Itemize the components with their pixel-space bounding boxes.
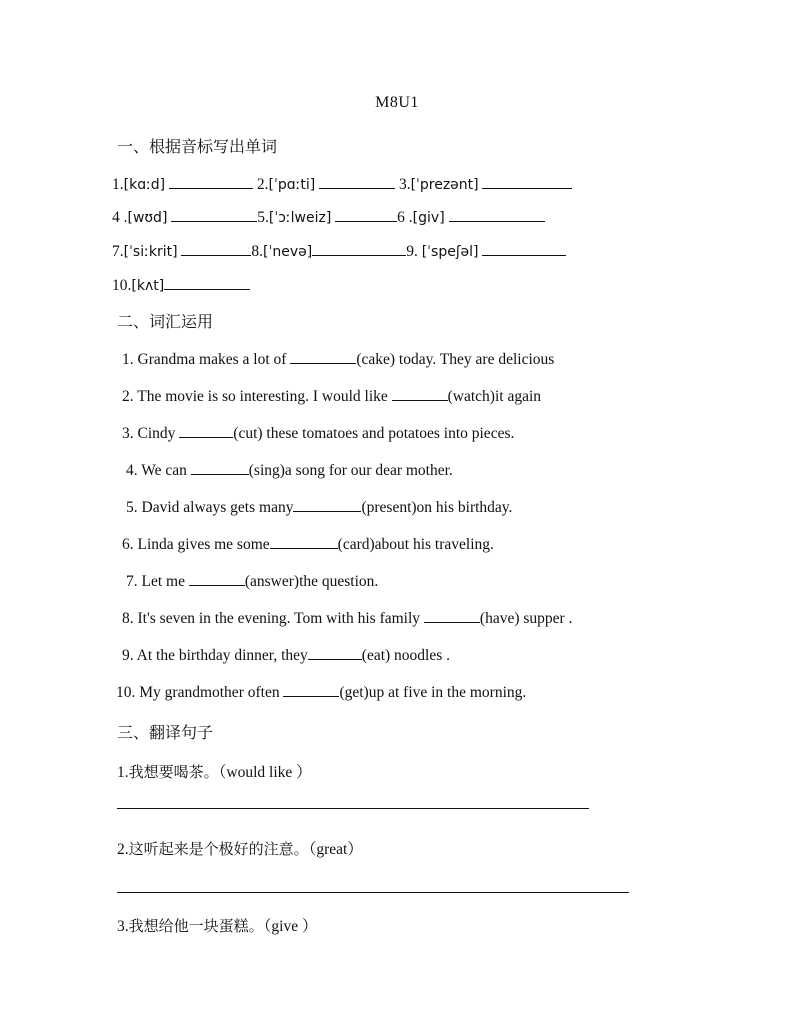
vocab-item-3 (122, 423, 514, 443)
answer-blank[interactable] (319, 174, 395, 189)
answer-blank[interactable] (181, 241, 251, 256)
phonetic-symbol: [kɑːd] (123, 177, 166, 193)
phonetic-symbol: [ˈsiːkrit] (123, 244, 178, 260)
phonetic-symbol: [giv] (412, 210, 445, 226)
answer-blank[interactable] (171, 207, 257, 222)
answer-blank[interactable] (482, 241, 566, 256)
vocab-text: 7. Let me (126, 573, 189, 590)
answer-blank[interactable] (293, 497, 361, 512)
vocab-hint-word: (present) (361, 499, 417, 516)
translation-item-1 (117, 760, 312, 782)
vocab-item-4 (126, 460, 453, 480)
vocab-text: noodles . (390, 647, 451, 664)
phonetic-symbol: [ˈpɑːti] (268, 177, 316, 193)
answer-blank[interactable] (164, 275, 250, 290)
vocab-text: 1. Grandma makes a lot of (122, 351, 291, 368)
answer-blank[interactable] (392, 386, 448, 401)
vocab-text: 3. Cindy (122, 425, 180, 442)
answer-blank[interactable] (424, 608, 480, 623)
phonetic-number: 3. (398, 176, 411, 193)
vocab-text: today. They are delicious (395, 351, 555, 368)
phonetic-row-3 (112, 241, 566, 261)
section-heading-vocabulary: 二、词汇运用 (117, 312, 214, 331)
phonetic-symbol: [ˈprezənt] (410, 177, 479, 193)
vocab-item-1 (122, 349, 554, 369)
vocab-item-10 (116, 682, 526, 702)
translation-answer-line[interactable] (117, 808, 589, 809)
answer-blank[interactable] (191, 460, 249, 475)
vocab-item-7 (126, 571, 378, 591)
vocab-text: 10. My grandmother often (116, 684, 284, 701)
answer-blank[interactable] (449, 207, 545, 222)
answer-blank[interactable] (179, 423, 233, 438)
phonetic-row-2 (112, 207, 545, 227)
vocab-hint-word: (cake) (356, 351, 396, 368)
phonetic-number: 1. (112, 176, 124, 193)
vocab-hint-word: (watch) (447, 388, 495, 405)
vocab-text: a song for our dear mother. (284, 462, 453, 479)
phonetic-number: 8. (251, 243, 264, 260)
vocab-hint-word: (sing) (248, 462, 285, 479)
translation-number: 1. (117, 764, 129, 781)
answer-blank[interactable] (290, 349, 356, 364)
translation-prompt: 我想给他一块蛋糕。 (128, 917, 264, 935)
phonetic-number: 2. (256, 176, 269, 193)
phonetic-row-4 (112, 275, 250, 295)
translation-hint: （give ） (263, 918, 318, 935)
phonetic-number: 5. (257, 209, 269, 226)
vocab-hint-word: (have) (479, 610, 520, 627)
vocab-text: it again (494, 388, 542, 405)
phonetic-row-1 (112, 174, 572, 194)
translation-hint: （would like ） (218, 764, 312, 781)
page-title: M8U1 (375, 94, 419, 111)
vocab-text: up at five in the morning. (368, 684, 527, 701)
phonetic-number: 10. (112, 277, 132, 294)
answer-blank[interactable] (189, 571, 245, 586)
vocab-text: 2. The movie is so interesting. I would like (122, 388, 392, 405)
translation-answer-line[interactable] (117, 892, 629, 893)
vocab-text: 8. It's seven in the evening. Tom with his family (122, 610, 424, 627)
vocab-hint-word: (answer) (244, 573, 300, 590)
translation-item-3 (117, 914, 317, 936)
vocab-hint-word: (eat) (361, 647, 391, 664)
vocab-item-9 (122, 645, 450, 665)
phonetic-symbol: [wʊd] (127, 210, 168, 226)
section-heading-phonetics: 一、根据音标写出单词 (117, 137, 278, 156)
vocab-text: the question. (299, 573, 379, 590)
vocab-hint-word: (cut) (233, 425, 263, 442)
phonetic-symbol: [kʌt] (131, 278, 165, 294)
phonetic-number: 4 . (112, 209, 128, 226)
translation-prompt: 我想要喝茶。 (128, 763, 219, 781)
vocab-text: 6. Linda gives me some (122, 536, 270, 553)
translation-hint: （great） (308, 841, 363, 858)
answer-blank[interactable] (335, 207, 397, 222)
vocab-text: on his birthday. (416, 499, 513, 516)
vocab-item-5 (126, 497, 512, 517)
answer-blank[interactable] (308, 645, 362, 660)
answer-blank[interactable] (169, 174, 253, 189)
vocab-hint-word: (card) (337, 536, 375, 553)
vocab-item-2 (122, 386, 541, 406)
vocab-text: these tomatoes and potatoes into pieces. (262, 425, 515, 442)
vocab-text: 4. We can (126, 462, 191, 479)
phonetic-symbol: [ˈspeʃəl] (421, 244, 479, 260)
phonetic-number: 9. (406, 243, 418, 260)
translation-number: 2. (117, 841, 129, 858)
answer-blank[interactable] (283, 682, 339, 697)
answer-blank[interactable] (312, 241, 406, 256)
phonetic-number: 7. (112, 243, 124, 260)
phonetic-symbol: [ˈnevə] (263, 244, 313, 260)
phonetic-number: 6 . (397, 209, 413, 226)
translation-item-2 (117, 837, 363, 859)
vocab-text: about his traveling. (374, 536, 494, 553)
answer-blank[interactable] (270, 534, 338, 549)
vocab-hint-word: (get) (339, 684, 369, 701)
phonetic-symbol: [ˈɔːlweiz] (268, 210, 332, 226)
translation-prompt: 这听起来是个极好的注意。 (128, 840, 309, 858)
vocab-item-6 (122, 534, 494, 554)
vocab-text: 9. At the birthday dinner, they (122, 647, 308, 664)
vocab-text: 5. David always gets many (126, 499, 294, 516)
vocab-text: supper . (519, 610, 573, 627)
translation-number: 3. (117, 918, 129, 935)
answer-blank[interactable] (482, 174, 572, 189)
vocab-item-8 (122, 608, 572, 628)
section-heading-translation: 三、翻译句子 (117, 723, 214, 742)
